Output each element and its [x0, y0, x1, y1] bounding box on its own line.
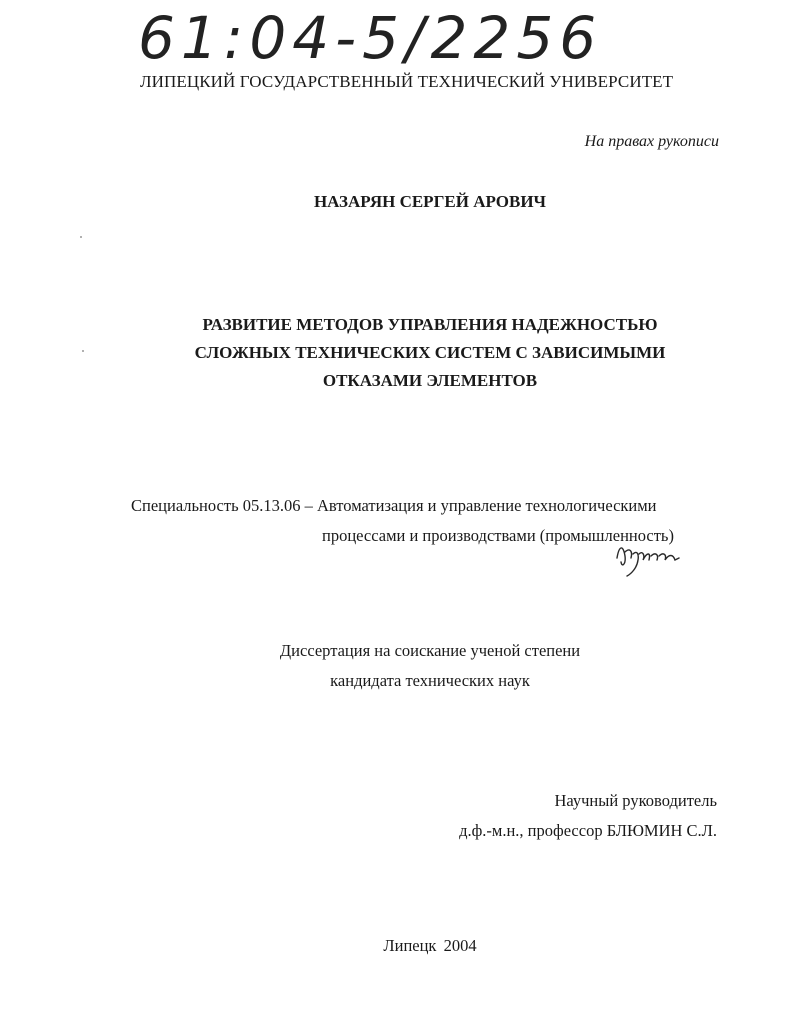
city-year: Липецк 2004	[383, 936, 477, 955]
author-signature	[613, 538, 683, 578]
handwritten-code-svg	[138, 4, 603, 74]
advisor-name: д.ф.-м.н., профессор БЛЮМИН С.Л.	[459, 821, 717, 840]
dissertation-degree	[0, 636, 799, 696]
dissertation-title	[0, 311, 799, 395]
scientific-advisor	[459, 786, 717, 846]
author-name: НАЗАРЯН СЕРГЕЙ АРОВИЧ	[313, 192, 547, 211]
scan-speck	[82, 350, 84, 352]
signature-svg	[613, 538, 683, 578]
scan-speck	[80, 236, 82, 238]
title-line-3: ОТКАЗАМИ ЭЛЕМЕНТОВ	[322, 371, 538, 390]
advisor-label: Научный руководитель	[554, 791, 717, 810]
specialty-block	[131, 491, 674, 551]
rights-note: На правах рукописи	[584, 133, 719, 150]
specialty-line-2: процессами и производствами (промышленность)	[322, 526, 674, 545]
university-name: ЛИПЕЦКИЙ ГОСУДАРСТВЕННЫЙ ТЕХНИЧЕСКИЙ УНИВЕРСИТЕТ	[140, 72, 674, 91]
degree-line-2: кандидата технических наук	[330, 671, 530, 690]
title-line-1: РАЗВИТИЕ МЕТОДОВ УПРАВЛЕНИЯ НАДЕЖНОСТЬЮ	[202, 315, 658, 334]
degree-line-1: Диссертация на соискание ученой степени	[279, 641, 581, 660]
specialty-line-1: Специальность 05.13.06 – Автоматизация и управление технологическими	[131, 496, 657, 515]
handwritten-archive-code	[138, 4, 603, 74]
title-line-2: СЛОЖНЫХ ТЕХНИЧЕСКИХ СИСТЕМ С ЗАВИСИМЫМИ	[194, 343, 666, 362]
handwritten-code-text: 61:04-5/2256	[138, 4, 603, 72]
